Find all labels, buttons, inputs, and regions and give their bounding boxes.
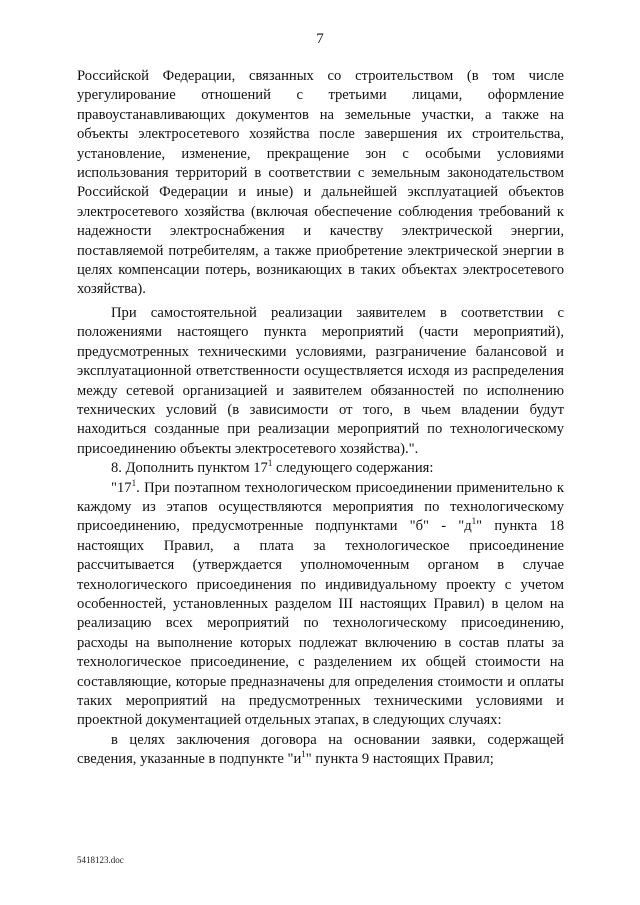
item-text: . При поэтапном технологическом присоединении применительно к каждому из этапов осуществляются мероприятия по технологическому присоединению, предусмотренные подпунктами "б" - "д bbox=[77, 479, 564, 535]
item-number: "17 bbox=[111, 479, 132, 496]
footer-filename: 5418123.doc bbox=[77, 855, 124, 865]
paragraph-case-application bbox=[77, 731, 564, 770]
case-text-continued: " пункта 9 настоящих Правил; bbox=[305, 751, 494, 768]
superscript: 1 bbox=[301, 749, 306, 760]
superscript: 1 bbox=[267, 458, 273, 469]
page-number: 7 bbox=[316, 31, 324, 47]
amendment-heading-tail: следующего содержания: bbox=[272, 460, 434, 477]
item-text-continued: " пункта 18 настоящих Правил, а плата за технологическое присоединение рассчитывается (утверждается уполномоченным органом в случае технологического присоединения по индивидуальному проекту с учетом особенностей, установленных разделом III настоящих Правил) в целом на реализацию всех мероприятий по технологическому присоединению, расходы на выполнение которых подлежат включению в состав платы за технологическое присоединение, с разделением их общей стоимости на составляющие, которые предназначены для определения стоимости и оплаты таких мероприятий на предусмотренных техническими условиями и проектной документацией отдельных этапах, в следующих случаях: bbox=[77, 518, 564, 729]
paragraph-continuation: Российской Федерации, связанных со строительством (в том числе урегулирование отношений с третьими лицами, оформление правоустанавливающих документов на земельные участки, а также на объекты электросетевого хозяйства после завершения их строительства, установление, изменение, прекращение зон с особыми условиями использования территорий в соответствии с земельным законодательством Российской Федерации и иные) и дальнейшей эксплуатацией объектов электросетевого хозяйства (включая обеспечение соблюдения требований к надежности электроснабжения и качеству электрической энергии, поставляемой потребителям, а также приобретение электрической энергии в целях компенсации потерь, возникающих в таких объектах электросетевого хозяйства). bbox=[77, 68, 564, 298]
superscript: 1 bbox=[131, 477, 137, 488]
paragraph-item-17-1 bbox=[77, 479, 564, 731]
amendment-heading-text: 8. Дополнить пунктом 17 bbox=[111, 460, 268, 477]
superscript: 1 bbox=[471, 516, 477, 527]
document-body bbox=[77, 67, 564, 770]
paragraph-amendment-heading bbox=[77, 459, 564, 478]
case-text: в целях заключения договора на основании заявки, содержащей сведения, указанные в подпункте "и bbox=[77, 731, 564, 768]
paragraph-self-implementation: При самостоятельной реализации заявителем в соответствии с положениями настоящего пункта мероприятий (части мероприятий), предусмотренных техническими условиями, разграничение балансовой и эксплуатационной ответственности осуществляется исходя из распределения между сетевой организацией и заявителем обязанностей по исполнению технических условий (в зависимости от того, в чьем владении будут находиться созданные при реализации мероприятий по технологическому присоединению объекты электросетевого хозяйства).". bbox=[77, 304, 564, 457]
